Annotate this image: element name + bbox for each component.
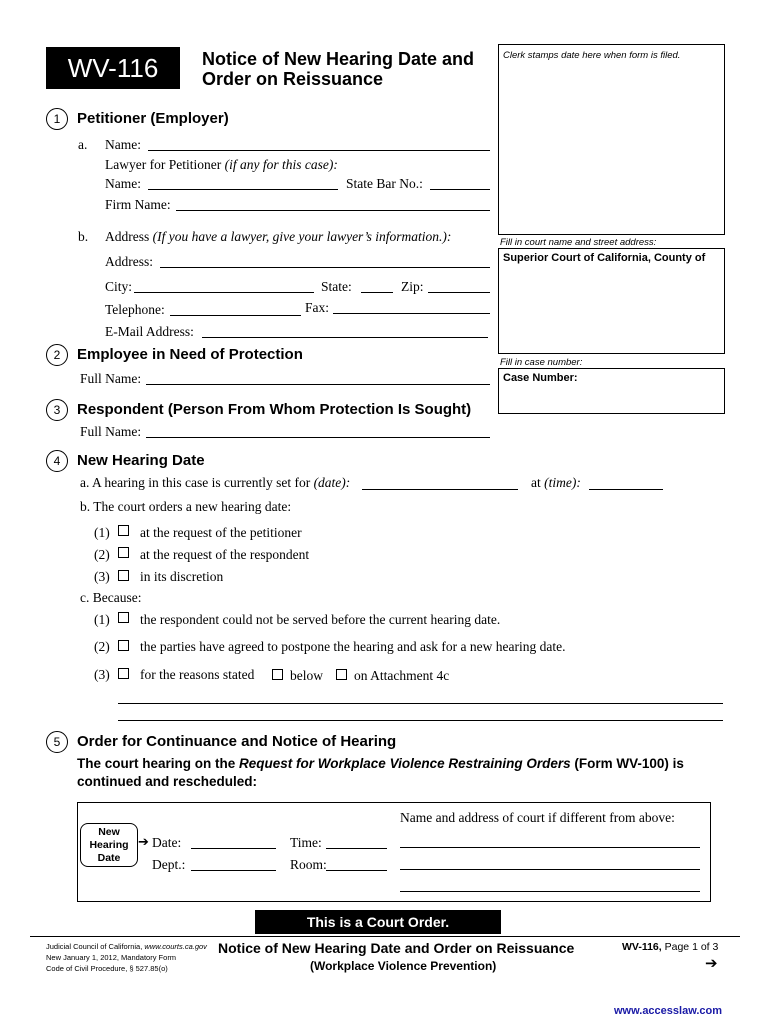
section-4-title: New Hearing Date: [77, 452, 205, 469]
b1-number: (1): [94, 525, 110, 540]
court-name-hint: Fill in court name and street address:: [500, 237, 657, 248]
reasons-stated-checkbox[interactable]: [118, 668, 129, 679]
court-address-line-3[interactable]: [400, 891, 700, 892]
section-1-number: 1: [46, 108, 68, 130]
page-number: Page 1 of 3: [664, 941, 719, 953]
court-order-banner: This is a Court Order.: [255, 910, 501, 934]
badge-line-3: Date: [97, 852, 121, 864]
effective-date: New January 1, 2012, Mandatory Form: [46, 953, 177, 962]
continuance-line-2: continued and rescheduled:: [77, 774, 258, 789]
arrow-right-icon: ➔: [138, 834, 149, 849]
address-instruction: [105, 229, 451, 245]
current-hearing-date-field[interactable]: [362, 489, 518, 490]
next-page-arrow-icon[interactable]: ➔: [705, 955, 718, 972]
section-2-title: Employee in Need of Protection: [77, 346, 303, 363]
case-number-hint: Fill in case number:: [500, 357, 583, 368]
clerk-stamp-box: [498, 44, 725, 235]
judicial-council-text: Judicial Council of California,: [46, 942, 143, 951]
c3-number: (3): [94, 667, 110, 682]
continuance-pre: The court hearing on the: [77, 756, 236, 771]
court-if-different-label: Name and address of court if different from above:: [400, 810, 675, 825]
not-served-label: the respondent could not be served before the current hearing date.: [140, 612, 501, 627]
continuance-line-1: [77, 755, 684, 773]
address-lead: Address: [105, 229, 150, 244]
reasons-stated-label: for the reasons stated: [140, 667, 255, 682]
footer-left: [46, 941, 207, 974]
accesslaw-link[interactable]: www.accesslaw.com: [614, 1005, 723, 1017]
lawyer-note: (if any for this case):: [224, 157, 338, 172]
dept-label: Dept.:: [152, 857, 186, 872]
current-hearing-time-label: [531, 475, 581, 491]
continuance-statement: [77, 755, 684, 791]
court-address-line-2[interactable]: [400, 869, 700, 870]
firm-name-field[interactable]: [176, 210, 490, 211]
fax-field[interactable]: [333, 313, 490, 314]
petitioner-name-label: Name:: [105, 137, 141, 152]
c2-number: (2): [94, 639, 110, 654]
lawyer-name-label: Name:: [105, 176, 141, 191]
request-petitioner-checkbox[interactable]: [118, 525, 129, 536]
reasons-line-2[interactable]: [118, 720, 723, 721]
zip-label: Zip:: [401, 279, 424, 294]
section-2-number: 2: [46, 344, 68, 366]
not-served-checkbox[interactable]: [118, 612, 129, 623]
title-line-1: Notice of New Hearing Date and: [202, 49, 475, 69]
badge-line-2: Hearing: [89, 839, 129, 851]
new-date-field[interactable]: [191, 848, 276, 849]
section-1-title: Petitioner (Employer): [77, 110, 229, 127]
current-hearing-label: [80, 475, 350, 491]
because-label: c. Because:: [80, 590, 142, 605]
employee-name-field[interactable]: [146, 384, 490, 385]
form-id-badge: WV-116: [46, 47, 180, 89]
case-number-label: Case Number:: [503, 372, 578, 384]
parties-agreed-label: the parties have agreed to postpone the hearing and ask for a new hearing date.: [140, 639, 566, 654]
request-respondent-label: at the request of the respondent: [140, 547, 310, 562]
address-label: Address:: [105, 254, 153, 269]
dept-field[interactable]: [191, 870, 276, 871]
new-time-label: Time:: [290, 835, 322, 850]
telephone-field[interactable]: [170, 315, 301, 316]
address-field[interactable]: [160, 267, 490, 268]
attachment-label: on Attachment 4c: [354, 668, 450, 683]
title-line-2: Order on Reissuance: [202, 69, 384, 89]
judicial-council-line: [46, 941, 207, 952]
section-5-number: 5: [46, 731, 68, 753]
petitioner-name-field[interactable]: [148, 150, 490, 151]
footer-title: Notice of New Hearing Date and Order on Reissuance: [218, 940, 575, 956]
clerk-stamp-label: Clerk stamps date here when form is filed.: [503, 50, 681, 61]
city-field[interactable]: [134, 292, 314, 293]
attachment-checkbox[interactable]: [336, 669, 347, 680]
lawyer-label-text: Lawyer for Petitioner: [105, 157, 222, 172]
wv100-title: Request for Workplace Violence Restraining Orders: [239, 756, 571, 771]
city-label: City:: [105, 279, 133, 294]
new-hearing-date-badge: [80, 823, 138, 867]
court-address-line-1[interactable]: [400, 847, 700, 848]
section-3-title: Respondent (Person From Whom Protection Is Sought): [77, 401, 472, 418]
below-label: below: [290, 668, 323, 683]
c1-number: (1): [94, 612, 110, 627]
fax-label: Fax:: [305, 300, 330, 315]
time-note: (time):: [544, 475, 581, 490]
room-label: Room:: [290, 857, 327, 872]
continuance-post: (Form WV-100) is: [574, 756, 684, 771]
state-bar-label: State Bar No.:: [346, 176, 423, 191]
request-respondent-checkbox[interactable]: [118, 547, 129, 558]
code-reference: Code of Civil Procedure, § 527.85(o): [46, 964, 168, 973]
discretion-label: in its discretion: [140, 569, 224, 584]
sec1-b-label: b.: [78, 229, 89, 244]
b3-number: (3): [94, 569, 110, 584]
footer-rule: [30, 936, 740, 937]
section-5-title: Order for Continuance and Notice of Hearing: [77, 733, 397, 750]
lawyer-name-field[interactable]: [148, 189, 338, 190]
parties-agreed-checkbox[interactable]: [118, 640, 129, 651]
state-label: State:: [321, 279, 352, 294]
footer-page-info: [622, 941, 718, 953]
section-4-number: 4: [46, 450, 68, 472]
new-time-field[interactable]: [326, 848, 387, 849]
courts-link[interactable]: www.courts.ca.gov: [144, 942, 207, 951]
telephone-label: Telephone:: [105, 302, 165, 317]
email-field[interactable]: [202, 337, 488, 338]
date-note: (date):: [313, 475, 351, 490]
sec1-a-label: a.: [78, 137, 88, 152]
respondent-name-field[interactable]: [146, 437, 490, 438]
below-checkbox[interactable]: [272, 669, 283, 680]
b2-number: (2): [94, 547, 110, 562]
footer-subtitle: (Workplace Violence Prevention): [310, 959, 497, 973]
email-label: E-Mail Address:: [105, 324, 194, 339]
court-name: Superior Court of California, County of: [503, 252, 706, 264]
lawyer-label: [105, 157, 338, 173]
employee-name-label: Full Name:: [80, 371, 142, 386]
reasons-line-1[interactable]: [118, 703, 723, 704]
new-date-label: Date:: [152, 835, 182, 850]
new-date-order-label: b. The court orders a new hearing date:: [80, 499, 292, 514]
badge-line-1: New: [98, 826, 120, 838]
request-petitioner-label: at the request of the petitioner: [140, 525, 302, 540]
section-3-number: 3: [46, 399, 68, 421]
discretion-checkbox[interactable]: [118, 570, 129, 581]
firm-name-label: Firm Name:: [105, 197, 171, 212]
respondent-name-label: Full Name:: [80, 424, 142, 439]
current-hearing-text: a. A hearing in this case is currently set for: [80, 475, 311, 490]
zip-field[interactable]: [428, 292, 490, 293]
current-hearing-time-field[interactable]: [589, 489, 663, 490]
footer-form-id: WV-116,: [622, 941, 662, 953]
at-text: at: [531, 475, 541, 490]
state-bar-field[interactable]: [430, 189, 490, 190]
page-title: [202, 49, 474, 89]
state-field[interactable]: [361, 292, 393, 293]
address-note: (If you have a lawyer, give your lawyer’s information.):: [152, 229, 452, 244]
room-field[interactable]: [326, 870, 387, 871]
